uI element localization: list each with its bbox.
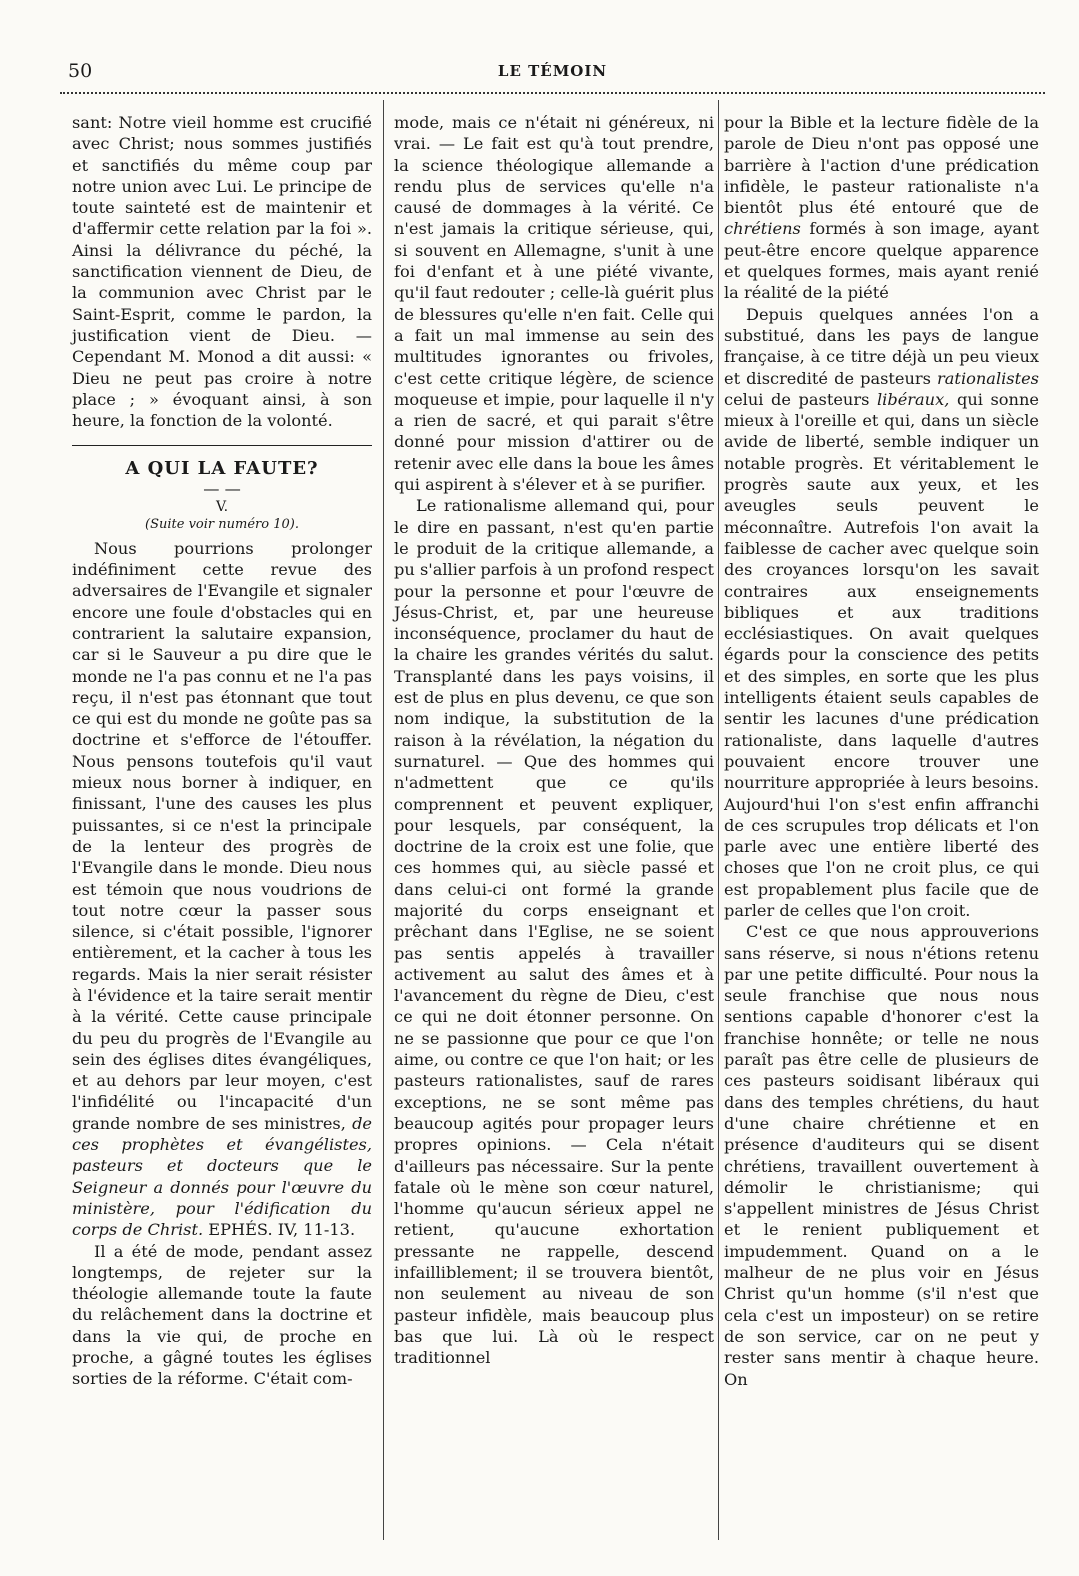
paragraph-text: formés à son image, ayant peut-être encore quelque apparence et quelques formes, mais ayant renié la réalité de la piété [724, 219, 1039, 303]
section-title: A QUI LA FAUTE? [125, 458, 319, 480]
emphasis: rationalistes [937, 368, 1039, 388]
scripture-reference: EPHÉS. IV, 11-13. [203, 1220, 356, 1240]
section-dash: — — [203, 478, 241, 498]
emphasis: chrétiens [724, 219, 801, 239]
emphasis: libéraux, [876, 389, 950, 409]
paragraph-text: Depuis quelques années l'on a substitué, dans les pays de langue française, à ce titre déjà un peu vieux et discredité de pasteurs [724, 304, 1039, 388]
paragraph-text: Nous pourrions prolonger indéfiniment cette revue des adversaires de l'Evangile et signaler encore une foule d'obstacles qui en contrarient la salutaire expansion, car si le Sauveur a pu dire que le monde ne l'a pas connu et ne l'a pas reçu, il n'est pas étonnant que tout ce qui est du monde ne goûte pas sa doctrine et s'efforce de l'étouffer. Nous pensons toutefois qu'il vaut mieux nous borner à indiquer, en finissant, l'une des causes les plus puissantes, si ce n'est la principale de la lenteur des progrès de l'Evangile dans le monde. Dieu nous est témoin que nous voudrions de tout notre cœur la passer sous silence, si c'était possible, l'ignorer entièrement, et la cacher à tous les regards. Mais la nier serait résister à l'évidence et la taire serait mentir à la vérité. Cette cause principale du peu du progrès de l'Evangile au sein des églises dites évangéliques, et au dehors par leur moyen, c'est l'infidélité ou l'incapacité d'un grande nombre de ses ministres, [72, 538, 372, 1133]
paragraph: sant: Notre vieil homme est crucifié avec Christ; nous sommes justifiés et sanctifiés du même coup par notre union avec Lui. Le principe de toute sainteté est de maintenir et d'affermir cette relation par la foi ». Ainsi la délivrance du péché, la sanctification viennent de Dieu, de la communion avec Christ par le Saint-Esprit, comme le pardon, la justification vient de Dieu. — Cependant M. Monod a dit aussi: « Dieu ne peut pas croire à notre place ; » évoquant ainsi, à son heure, la fonction de la volonté. [72, 113, 372, 431]
column-3 [724, 112, 1039, 1390]
column-1 [72, 112, 372, 1390]
scripture-quote: de ces prophètes et évangélistes, pasteurs et docteurs que le Seigneur a donnés pour l'œuvre du ministère, pour l'édification du corps de Christ. [72, 1113, 373, 1240]
paragraph [724, 112, 1039, 304]
continuation-note: (Suite voir numéro 10). [145, 516, 299, 532]
page-header [60, 58, 1045, 86]
column-2 [394, 112, 714, 1369]
section-number: V. [215, 498, 229, 515]
paragraph-text: pour la Bible et la lecture fidèle de la parole de Dieu n'ont pas opposé une barrière à l'action d'une prédication infidèle, le pasteur rationaliste n'a bientôt plus été entouré que de [724, 113, 1039, 218]
section-rule [72, 445, 372, 446]
paragraph [724, 304, 1039, 922]
header-rule [60, 92, 1045, 94]
paragraph: mode, mais ce n'était ni généreux, ni vrai. — Le fait est qu'à tout prendre, la science théologique allemande a rendu plus de services qu'elle n'a causé de dommages à la vérité. Ce n'est jamais la critique sérieuse, qui, si souvent en Allemagne, s'unit à une foi d'enfant et à une piété vivante, qu'il faut redouter ; celle-là guérit plus de blessures qu'elle n'en fait. Celle qui a fait un mal immense au sein des multitudes ignorantes ou frivoles, c'est cette critique légère, de science moqueuse et impie, pour laquelle il n'y a rien de sacré, et qui parait s'être donné pour mission d'attirer ou de retenir avec elle dans la boue les âmes qui aspirent à s'élever et à se purifier. [394, 113, 714, 495]
paragraph-text: celui de pasteurs [724, 389, 877, 409]
column-divider [383, 100, 384, 1540]
paragraph: Il a été de mode, pendant assez longtemps, de rejeter sur la théologie allemande toute la faute du relâchement dans la doctrine et dans la vie qui, de proche en proche, a gâgné toutes les églises sorties de la réforme. C'était com- [72, 1241, 372, 1389]
paragraph-text: qui sonne mieux à l'oreille et qui, dans un siècle avide de liberté, semble indiquer un notable progrès. Et véritablement le progrès saute aux yeux, et les aveugles seuls peuvent le méconnaître. Autrefois l'on avait la faiblesse de cacher avec quelque soin des croyances lorsqu'on les savait contraires aux enseignements bibliques et aux traditions ecclésiastiques. On avait quelques égards pour la conscience des petits et des simples, en sorte que les plus intelligents étaient seuls capables de sentir les lacunes d'une prédication rationaliste, dans laquelle d'autres pouvaient encore trouver une nourriture appropriée à leurs besoins. Aujourd'hui l'on s'est enfin affranchi de ces scrupules trop délicats et l'on parle avec une entière liberté des choses que l'on ne croit plus, ce qui est propablement plus facile que de parler de celles que l'on croit. [724, 389, 1039, 920]
running-title: LE TÉMOIN [497, 62, 608, 80]
page-number: 50 [68, 60, 93, 82]
column-divider [718, 100, 719, 1540]
paragraph: Le rationalisme allemand qui, pour le dire en passant, n'est qu'en partie le produit de la critique allemande, a pu s'allier parfois à un profond respect pour la personne et pour l'œuvre de Jésus-Christ, et, par une heureuse inconséquence, proclamer du haut de la chaire les grandes vérités du salut. Transplanté dans les pays voisins, il est de plus en plus devenu, ce que son nom indique, la substitution de la raison à la révélation, la négation du surnaturel. — Que des hommes qui n'admettent que ce qu'ils comprennent et peuvent expliquer, pour lesquels, par conséquent, la doctrine de la croix est une folie, que ces hommes qui, au siècle passé et dans celui-ci ont formé la grande majorité du corps enseignant et prêchant dans l'Eglise, ne se soient pas sentis appelés à travailler activement au salut des âmes et à l'avancement du règne de Dieu, c'est ce qui ne doit étonner personne. On ne se passionne que pour ce que l'on aime, ou contre ce que l'on hait; or les pasteurs rationalistes, sauf de rares exceptions, ne se sont même pas beaucoup agités pour propager leurs propres opinions. — Cela n'était d'ailleurs pas nécessaire. Sur la pente fatale où le mène son cœur naturel, l'homme qu'aucun sérieux appel ne retient, qu'aucune exhortation pressante ne rappelle, descend infailliblement; il se trouvera bientôt, non seulement au niveau de son pasteur infidèle, mais beaucoup plus bas que lui. Là où le respect traditionnel [394, 496, 714, 1368]
paragraph: C'est ce que nous approuverions sans réserve, si nous n'étions retenu par une petite difficulté. Pour nous la seule franchise que nous nous sentions capable d'honorer c'est la franchise honnête; or telle ne nous paraît pas être celle de plusieurs de ces pasteurs soidisant libéraux qui dans des temples chrétiens, du haut d'une chaire chrétienne et en présence d'auditeurs qui se disent chrétiens, travaillent ouvertement à démolir le christianisme; qui s'appellent ministres de Jésus Christ et le renient publiquement et impudemment. Quand on a le malheur de ne plus voir en Jésus Christ qu'un homme (s'il n'est que cela c'est un imposteur) on se retire de son service, car on ne peut y rester sans mentir à chaque heure. On [724, 922, 1039, 1389]
paragraph [72, 538, 372, 1241]
